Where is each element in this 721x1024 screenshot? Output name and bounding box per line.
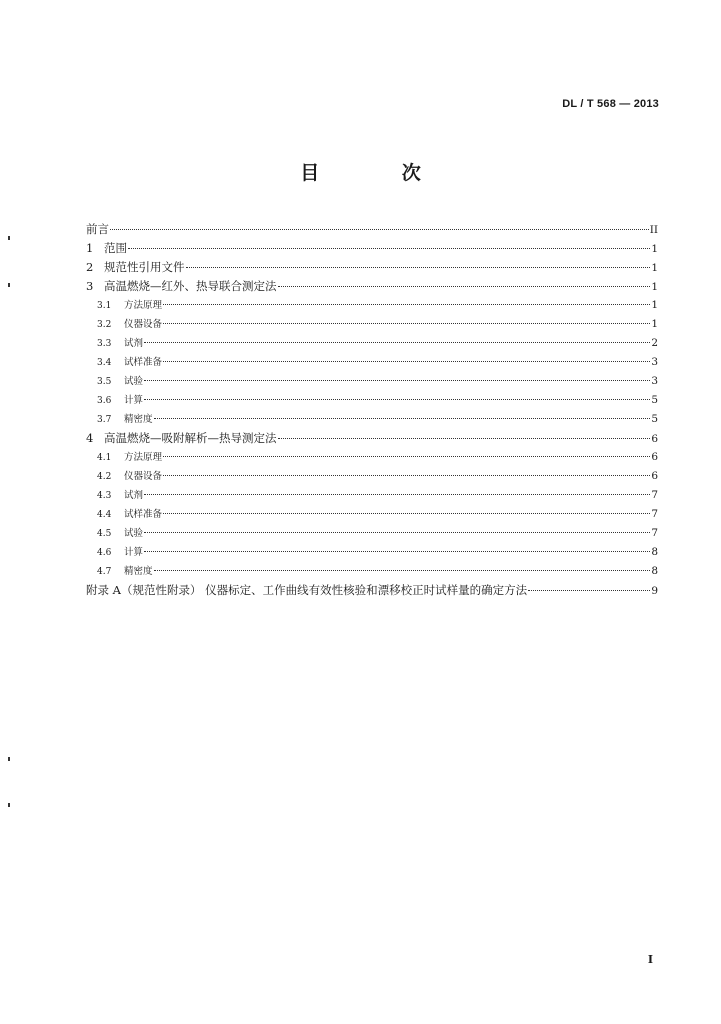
scan-mark	[8, 803, 10, 807]
toc-entry-number: 4.2	[97, 472, 112, 482]
toc-entry-number: 1	[86, 241, 94, 255]
toc-entry-label: 试样准备	[124, 509, 163, 520]
dot-leader	[278, 437, 651, 439]
toc-entry-page: 5	[651, 413, 658, 425]
toc-entry-label: 方法原理	[124, 452, 163, 463]
dot-leader	[163, 360, 650, 362]
toc-entry-page: 9	[651, 585, 658, 597]
toc-entry[interactable]	[86, 277, 658, 296]
toc-entry-number: 4.6	[97, 548, 112, 558]
toc-entry-page: 6	[651, 470, 658, 482]
dot-leader	[110, 228, 649, 230]
dot-leader	[144, 379, 650, 381]
toc-entry-number: 3.5	[97, 377, 112, 387]
toc-entry-page: 8	[651, 546, 658, 558]
dot-leader	[163, 512, 650, 514]
toc-entry-number: 2	[86, 260, 94, 274]
dot-leader	[163, 322, 650, 324]
toc-entry[interactable]	[86, 543, 658, 562]
toc-entry[interactable]	[86, 220, 658, 239]
toc-entry[interactable]	[86, 524, 658, 543]
toc-entry-label: 试验	[124, 376, 144, 387]
dot-leader	[154, 417, 651, 419]
dot-leader	[163, 455, 650, 457]
toc-entry-page: 1	[651, 262, 658, 274]
toc-entry[interactable]	[86, 258, 658, 277]
toc-entry[interactable]	[86, 334, 658, 353]
toc-entry-number: 3.6	[97, 396, 112, 406]
toc-entry-page: 1	[651, 299, 658, 311]
standard-code: DL / T 568 — 2013	[562, 98, 659, 110]
toc-entry-label: 方法原理	[124, 300, 163, 311]
toc-entry[interactable]	[86, 391, 658, 410]
toc-entry-label: 精密度	[124, 566, 153, 577]
toc-entry-number: 4.7	[97, 567, 112, 577]
page-title: 目 次	[300, 162, 459, 184]
toc-entry-label: 试剂	[124, 490, 144, 501]
dot-leader	[528, 589, 650, 591]
toc-entry-label: 范围	[104, 241, 127, 255]
toc-entry[interactable]	[86, 315, 658, 334]
dot-leader	[163, 474, 650, 476]
toc-entry-page: 1	[651, 243, 658, 255]
toc-entry-number: 4.5	[97, 529, 112, 539]
toc-entry-number: 4.1	[97, 453, 112, 463]
dot-leader	[144, 341, 650, 343]
toc-entry-page: 7	[651, 489, 658, 501]
toc-entry-label: 仪器设备	[124, 319, 163, 330]
dot-leader	[144, 398, 650, 400]
scan-mark	[8, 236, 10, 240]
toc-entry-number: 4.3	[97, 491, 112, 501]
page-number: I	[647, 953, 653, 966]
toc-entry-page: 6	[651, 433, 658, 445]
toc-entry-number: 4.4	[97, 510, 112, 520]
toc-entry-page: 1	[651, 281, 658, 293]
toc-entry-page: 5	[651, 394, 658, 406]
toc-entry-label: 试剂	[124, 338, 144, 349]
dot-leader	[144, 531, 650, 533]
dot-leader	[128, 247, 650, 249]
table-of-contents	[86, 220, 658, 600]
toc-entry[interactable]	[86, 372, 658, 391]
scan-mark	[8, 757, 10, 761]
toc-entry-label: 计算	[124, 395, 144, 406]
toc-entry[interactable]	[86, 353, 658, 372]
toc-entry-number: 3	[86, 279, 94, 293]
toc-entry-page: 7	[651, 527, 658, 539]
dot-leader	[278, 285, 651, 287]
toc-entry[interactable]	[86, 410, 658, 429]
toc-entry-page: 8	[651, 565, 658, 577]
dot-leader	[186, 266, 651, 268]
toc-entry-page: 7	[651, 508, 658, 520]
dot-leader	[144, 493, 650, 495]
toc-entry-label: 试样准备	[124, 357, 163, 368]
toc-entry-page: 1	[651, 318, 658, 330]
toc-entry-label: 高温燃烧—红外、热导联合测定法	[104, 279, 277, 293]
toc-entry[interactable]	[86, 296, 658, 315]
dot-leader	[144, 550, 650, 552]
toc-entry-page: 3	[651, 356, 658, 368]
toc-entry-label: 前言	[86, 222, 109, 236]
toc-entry-label: 精密度	[124, 414, 153, 425]
toc-entry-label: 计算	[124, 547, 144, 558]
toc-entry-page: 6	[651, 451, 658, 463]
toc-entry[interactable]	[86, 486, 658, 505]
toc-entry-label: 规范性引用文件	[104, 260, 185, 274]
scan-mark	[8, 283, 10, 287]
dot-leader	[154, 569, 651, 571]
toc-entry-number: 4	[86, 431, 94, 445]
toc-entry-number: 3.1	[97, 301, 112, 311]
toc-entry[interactable]	[86, 562, 658, 581]
toc-entry-number: 3.2	[97, 320, 112, 330]
toc-entry[interactable]	[86, 581, 658, 600]
toc-entry-label: 附录 A（规范性附录） 仪器标定、工作曲线有效性核验和漂移校正时试样量的确定方法	[86, 583, 528, 597]
toc-entry-label: 试验	[124, 528, 144, 539]
toc-entry[interactable]	[86, 467, 658, 486]
toc-entry-number: 3.3	[97, 339, 112, 349]
toc-entry-page: 3	[651, 375, 658, 387]
toc-entry[interactable]	[86, 239, 658, 258]
toc-entry-label: 高温燃烧—吸附解析—热导测定法	[104, 431, 277, 445]
toc-entry[interactable]	[86, 505, 658, 524]
toc-entry[interactable]	[86, 448, 658, 467]
toc-entry[interactable]	[86, 429, 658, 448]
toc-entry-number: 3.7	[97, 415, 112, 425]
dot-leader	[163, 303, 650, 305]
toc-entry-label: 仪器设备	[124, 471, 163, 482]
toc-entry-number: 3.4	[97, 358, 112, 368]
toc-entry-page: 2	[651, 337, 658, 349]
toc-entry-page: II	[649, 224, 658, 236]
